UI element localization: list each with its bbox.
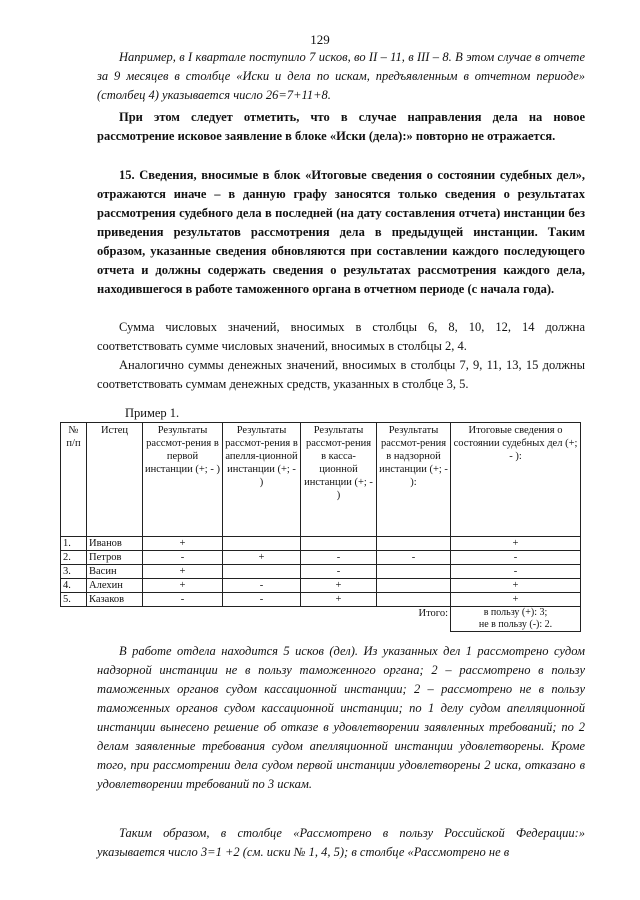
header-supervisory-instance: Результаты рассмот-рения в надзорной инстанции (+; - ): bbox=[377, 423, 451, 537]
example-label: Пример 1. bbox=[125, 406, 180, 420]
paragraph-note: При этом следует отметить, что в случае направления дела на новое рассмотрение исковое заявление в блоке «Иски (дела):» повторно не отражается. bbox=[97, 110, 585, 143]
table-total-row bbox=[61, 607, 581, 632]
paragraph-example-explanation: В работе отдела находится 5 исков (дел). Из указанных дел 1 рассмотрено судом надзорной инстанции не в пользу таможенного органа; 2 – рассмотрено в пользу таможенных органов судом кассационной инстанции; 2 – рассмотрено не в пользу таможенных органов судом кассационной инстанции; по 1 делу судом апелляционной инстанции вынесено решение об отказе в удовлетворении заявленных требований; по 2 делам заявленные требования судом апелляционной инстанции удовлетворены. Кроме того, при рассмотрении дела судом первой инстанции удовлетворены 2 иска, отказано в удовлетворении требований по 3 искам. bbox=[97, 644, 585, 791]
paragraph-example-intro: Например, в I квартале поступило 7 исков, во II – 11, в III – 8. В этом случае в отчете за 9 месяцев в столбце «Иски и дела по искам, предъявленным в отчетном периоде» (столбец 4) указывается число 26=7+11+8. bbox=[97, 50, 585, 102]
header-cassation-instance: Результаты рассмот-рения в касса-ционной инстанции (+; - ) bbox=[301, 423, 377, 537]
table-row: 1. Иванов + + bbox=[61, 537, 581, 551]
table-row: 3. Васин + - - bbox=[61, 565, 581, 579]
total-value-line-1: в пользу (+): 3; bbox=[483, 607, 548, 618]
table-row: 4. Алехин + - + + bbox=[61, 579, 581, 593]
header-plaintiff: Истец bbox=[87, 423, 143, 537]
table-header-row bbox=[61, 423, 581, 537]
header-appeal-instance: Результаты рассмот-рения в апелля-ционной инстанции (+; - ) bbox=[223, 423, 301, 537]
header-final-status: Итоговые сведения о состоянии судебных дел (+; - ): bbox=[451, 423, 581, 537]
total-label: Итого: bbox=[377, 607, 451, 632]
table-row: 2. Петров - + - - - bbox=[61, 551, 581, 565]
table-row: 5. Казаков - - + + bbox=[61, 593, 581, 607]
paragraph-conclusion: Таким образом, в столбце «Рассмотрено в пользу Российской Федерации:» указывается число 3=1 +2 (см. иски № 1, 4, 5); в столбце «Рассмотрено не в bbox=[97, 826, 585, 859]
header-number: № п/п bbox=[61, 423, 87, 537]
paragraph-section-15: 15. Сведения, вносимые в блок «Итоговые сведения о состоянии судебных дел», отражаются иначе – в данную графу заносятся только сведения о результатах рассмотрения судебного дела в последней (на дату составления отчета) инстанции без приведения результатов рассмотрения дела в предыдущей инстанции. Таким образом, указанные сведения обновляются при составлении каждого последующего отчета и должны содержать сведения о результатах рассмотрения каждого дела, находившегося в работе таможенного органа в отчетном периоде (с начала года). bbox=[97, 168, 585, 296]
paragraph-sum-money: Аналогично суммы денежных значений, вносимых в столбцы 7, 9, 11, 13, 15 должны соответствовать суммам денежных средств, указанных в столбце 3, 5. bbox=[97, 358, 585, 391]
total-value-line-2: не в пользу (-): 2. bbox=[478, 619, 553, 630]
paragraph-sum-numeric: Сумма числовых значений, вносимых в столбцы 6, 8, 10, 12, 14 должна соответствовать сумме числовых значений, вносимых в столбцы 2, 4. bbox=[97, 320, 585, 353]
page-number: 129 bbox=[310, 32, 330, 47]
example-table bbox=[60, 422, 581, 632]
total-value bbox=[451, 607, 581, 632]
header-first-instance: Результаты рассмот-рения в первой инстанции (+; - ) bbox=[143, 423, 223, 537]
